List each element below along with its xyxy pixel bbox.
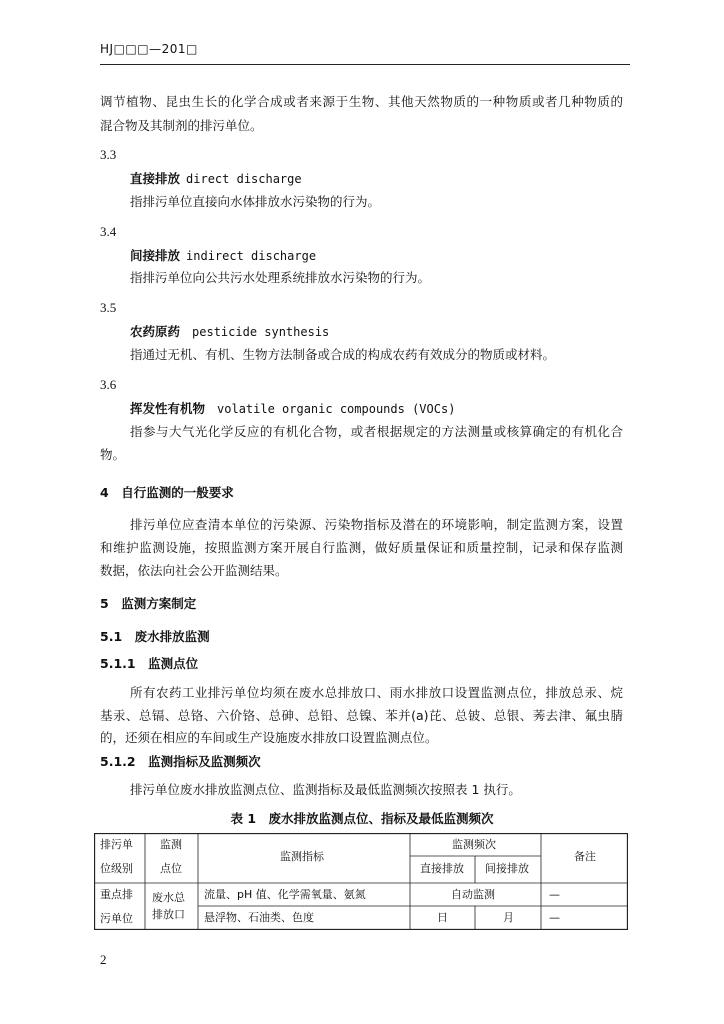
td-row2-direct: 日 [437, 911, 448, 924]
term-3-4-en: indirect discharge [186, 249, 317, 263]
term-3-6-cn: 挥发性有机物 [130, 401, 206, 416]
term-3-3-en: direct discharge [186, 172, 302, 186]
section-5-1-2-line-1: 排污单位废水排放监测点位、监测指标及最低监测频次按照表 1 执行。 [130, 782, 521, 797]
td-row1-frequency: 自动监测 [451, 888, 495, 901]
term-3-3-number: 3.3 [100, 147, 117, 162]
header-divider [100, 64, 630, 65]
term-3-3-cn: 直接排放 [130, 171, 181, 186]
intro-line-2: 混合物及其制剂的排污单位。 [100, 118, 263, 133]
th-direct: 直接排放 [420, 862, 464, 875]
th-frequency: 监测频次 [452, 838, 496, 851]
table-1 [94, 833, 628, 930]
td-row1-remark: — [549, 888, 560, 901]
section-4-line-3: 数据，依法向社会公开监测结果。 [100, 563, 288, 578]
term-3-6-title [130, 401, 455, 417]
term-3-5-title [130, 324, 329, 340]
td-level-line-1: 重点排 [100, 888, 133, 901]
term-3-5-definition: 指通过无机、有机、生物方法制备或合成的构成农药有效成分的物质或材料。 [130, 347, 556, 362]
term-3-4-title [130, 248, 316, 264]
th-point-line-1: 监测 [160, 838, 182, 851]
section-5-1-1-heading: 5.1.1 监测点位 [100, 656, 199, 671]
term-3-5-cn: 农药原药 [130, 324, 181, 339]
td-row2-indicator: 悬浮物、石油类、色度 [204, 911, 314, 924]
table-1-caption: 表 1 废水排放监测点位、指标及最低监测频次 [230, 811, 494, 826]
section-5-1-heading: 5.1 废水排放监测 [100, 629, 210, 644]
term-3-4-number: 3.4 [100, 224, 117, 239]
term-3-6-en: volatile organic compounds (VOCs) [217, 402, 456, 416]
term-3-4-cn: 间接排放 [130, 248, 181, 263]
section-5-1-1-line-1: 所有农药工业排污单位均须在废水总排放口、雨水排放口设置监测点位，排放总汞、烷 [130, 685, 623, 700]
term-3-6-number: 3.6 [100, 377, 117, 392]
section-5-heading: 5 监测方案制定 [100, 596, 197, 611]
section-5-1-2-heading: 5.1.2 监测指标及监测频次 [100, 754, 261, 769]
standard-code-header: HJ□□□—201□ [100, 42, 198, 56]
term-3-5-en: pesticide synthesis [192, 325, 330, 339]
td-row2-indirect: 月 [503, 911, 514, 924]
th-unit-level-line-1: 排污单 [100, 838, 133, 851]
th-unit-level-line-2: 位级别 [100, 862, 133, 875]
section-5-1-1-line-3: 的，还须在相应的车间或生产设施废水排放口设置监测点位。 [100, 730, 438, 745]
td-level-line-2: 污单位 [100, 912, 133, 925]
th-indicator: 监测指标 [280, 850, 324, 863]
th-indirect: 间接排放 [485, 862, 529, 875]
term-3-4-definition: 指排污单位向公共污水处理系统排放水污染物的行为。 [130, 270, 431, 285]
td-row1-indicator: 流量、pH 值、化学需氧量、氨氮 [204, 888, 366, 901]
td-point-line-2: 排放口 [152, 908, 185, 921]
term-3-5-number: 3.5 [100, 300, 117, 315]
section-4-line-2: 和维护监测设施，按照监测方案开展自行监测，做好质量保证和质量控制，记录和保存监测 [100, 540, 623, 555]
page-number: 2 [100, 952, 107, 967]
td-point-line-1: 废水总 [152, 891, 185, 904]
td-row2-remark: — [549, 911, 560, 924]
section-4-line-1: 排污单位应查清本单位的污染源、污染物指标及潜在的环境影响，制定监测方案，设置 [130, 517, 623, 532]
th-remark: 备注 [574, 850, 596, 863]
term-3-3-title [130, 171, 302, 187]
term-3-6-definition-line-1: 指参与大气光化学反应的有机化合物，或者根据规定的方法测量或核算确定的有机化合 [130, 424, 623, 439]
intro-line-1: 调节植物、昆虫生长的化学合成或者来源于生物、其他天然物质的一种物质或者几种物质的 [100, 94, 623, 109]
th-point-line-2: 点位 [160, 862, 182, 875]
section-5-1-1-line-2: 基汞、总镉、总铬、六价铬、总砷、总铅、总镍、苯并(a)芘、总铍、总银、莠去津、氟虫腈 [100, 708, 623, 723]
section-4-heading: 4 自行监测的一般要求 [100, 485, 234, 500]
term-3-6-definition-line-2: 物。 [100, 447, 126, 462]
term-3-3-definition: 指排污单位直接向水体排放水污染物的行为。 [130, 194, 381, 209]
